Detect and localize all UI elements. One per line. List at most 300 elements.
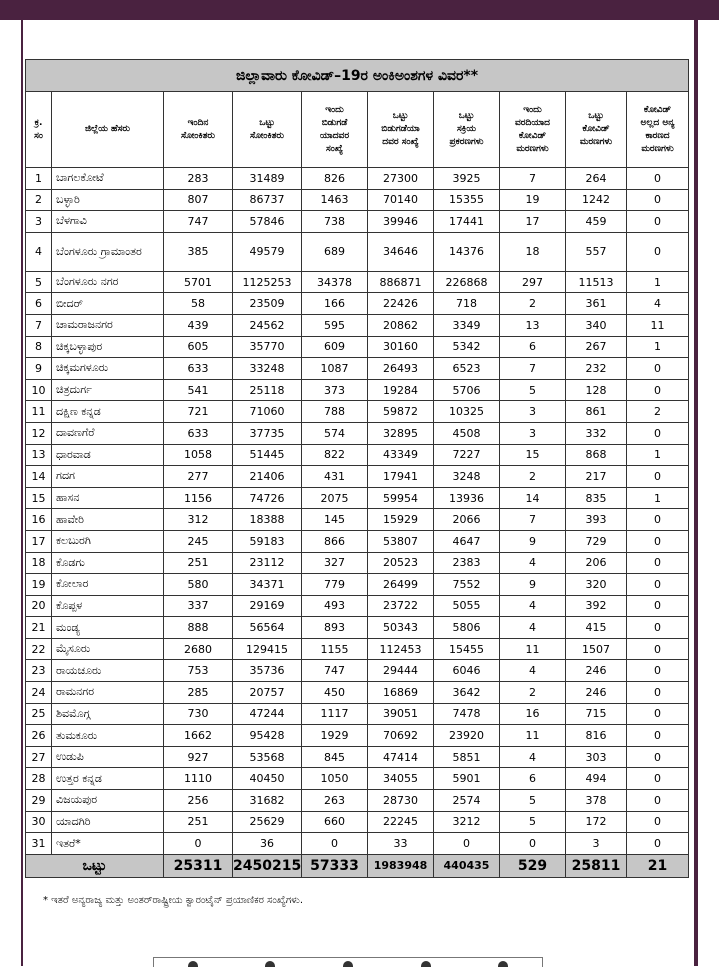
data-cell: 21406 [233, 466, 302, 488]
row-number: 17 [26, 530, 52, 552]
data-cell: 25118 [233, 379, 302, 401]
data-cell: 25629 [233, 811, 302, 833]
data-cell: 2 [500, 293, 566, 315]
row-number: 13 [26, 444, 52, 466]
data-cell: 3 [500, 422, 566, 444]
total-cell: 440435 [434, 854, 500, 877]
total-cell: 529 [500, 854, 566, 877]
data-cell: 378 [566, 790, 627, 812]
data-cell: 729 [566, 530, 627, 552]
data-cell: 3248 [434, 466, 500, 488]
data-cell: 689 [302, 232, 368, 271]
data-cell: 450 [302, 682, 368, 704]
table-row [26, 232, 689, 271]
data-cell: 13936 [434, 487, 500, 509]
data-cell: 53807 [368, 530, 434, 552]
row-number: 9 [26, 358, 52, 380]
data-cell: 9 [500, 574, 566, 596]
data-cell: 361 [566, 293, 627, 315]
data-cell: 0 [627, 211, 689, 233]
data-cell: 20862 [368, 314, 434, 336]
data-cell: 22426 [368, 293, 434, 315]
data-cell: 888 [164, 617, 233, 639]
table-row [26, 271, 689, 293]
district-name: ತುಮಕೂರು [52, 725, 164, 747]
data-cell: 29169 [233, 595, 302, 617]
data-cell: 20523 [368, 552, 434, 574]
data-cell: 39051 [368, 703, 434, 725]
data-cell: 1 [627, 271, 689, 293]
data-cell: 861 [566, 401, 627, 423]
data-cell: 47414 [368, 746, 434, 768]
data-cell: 31489 [233, 168, 302, 190]
data-cell: 34646 [368, 232, 434, 271]
data-cell: 27300 [368, 168, 434, 190]
table-row [26, 466, 689, 488]
data-cell: 393 [566, 509, 627, 531]
data-cell: 0 [627, 638, 689, 660]
data-cell: 0 [627, 574, 689, 596]
district-name: ಕೊಪ್ಪಳ [52, 595, 164, 617]
row-number: 21 [26, 617, 52, 639]
total-cell: 57333 [302, 854, 368, 877]
table-row [26, 746, 689, 768]
data-cell: 23112 [233, 552, 302, 574]
data-cell: 13 [500, 314, 566, 336]
data-cell: 5851 [434, 746, 500, 768]
district-name: ಹಾಸನ [52, 487, 164, 509]
header-total-deaths: ಒಟ್ಟು ಕೋವಿಡ್ ಮರಣಗಳು [566, 92, 627, 168]
data-cell: 70140 [368, 189, 434, 211]
row-number: 1 [26, 168, 52, 190]
data-cell: 3 [566, 833, 627, 855]
data-cell: 1156 [164, 487, 233, 509]
data-cell: 6 [500, 768, 566, 790]
data-cell: 1117 [302, 703, 368, 725]
data-cell: 2680 [164, 638, 233, 660]
logo-icon [498, 961, 508, 967]
district-name: ಗದಗ [52, 466, 164, 488]
data-cell: 70692 [368, 725, 434, 747]
header-district: ಜಿಲ್ಲೆಯ ಹೆಸರು [52, 92, 164, 168]
data-cell: 129415 [233, 638, 302, 660]
data-cell: 730 [164, 703, 233, 725]
data-cell: 283 [164, 168, 233, 190]
data-cell: 71060 [233, 401, 302, 423]
data-cell: 58 [164, 293, 233, 315]
top-border [0, 0, 719, 20]
data-cell: 0 [627, 682, 689, 704]
data-cell: 5342 [434, 336, 500, 358]
row-number: 7 [26, 314, 52, 336]
district-name: ಕೊಡಗು [52, 552, 164, 574]
data-cell: 16 [500, 703, 566, 725]
data-cell: 747 [164, 211, 233, 233]
data-cell: 633 [164, 422, 233, 444]
data-cell: 893 [302, 617, 368, 639]
data-cell: 0 [627, 617, 689, 639]
frame-right [694, 20, 698, 966]
data-cell: 14376 [434, 232, 500, 271]
district-name: ಮೈಸೂರು [52, 638, 164, 660]
data-cell: 4 [500, 595, 566, 617]
data-cell: 595 [302, 314, 368, 336]
header-active: ಒಟ್ಟು ಸಕ್ರಿಯ ಪ್ರಕರಣಗಳು [434, 92, 500, 168]
data-cell: 19284 [368, 379, 434, 401]
data-cell: 0 [627, 552, 689, 574]
header-today-positive: ಇಂದಿನ ಸೋಂಕಿತರು [164, 92, 233, 168]
row-number: 19 [26, 574, 52, 596]
data-cell: 1155 [302, 638, 368, 660]
row-number: 3 [26, 211, 52, 233]
data-cell: 5806 [434, 617, 500, 639]
row-number: 5 [26, 271, 52, 293]
district-name: ಕಲಬುರಗಿ [52, 530, 164, 552]
total-cell: 1983948 [368, 854, 434, 877]
district-name: ಬೆಂಗಳೂರು ಗ್ರಾಮಾಂತರ [52, 232, 164, 271]
data-cell: 35770 [233, 336, 302, 358]
data-cell: 297 [500, 271, 566, 293]
row-number: 30 [26, 811, 52, 833]
row-number: 8 [26, 336, 52, 358]
district-name: ದಾವಣಗೆರೆ [52, 422, 164, 444]
data-cell: 1 [627, 336, 689, 358]
district-name: ಚಿಕ್ಕಬಳ್ಳಾಪುರ [52, 336, 164, 358]
row-number: 27 [26, 746, 52, 768]
data-cell: 866 [302, 530, 368, 552]
data-cell: 753 [164, 660, 233, 682]
data-cell: 6 [500, 336, 566, 358]
district-name: ಧಾರವಾಡ [52, 444, 164, 466]
data-cell: 3212 [434, 811, 500, 833]
data-cell: 459 [566, 211, 627, 233]
data-cell: 59872 [368, 401, 434, 423]
row-number: 10 [26, 379, 52, 401]
table-row [26, 168, 689, 190]
table-body [26, 168, 689, 855]
data-cell: 392 [566, 595, 627, 617]
data-cell: 263 [302, 790, 368, 812]
data-cell: 303 [566, 746, 627, 768]
data-cell: 51445 [233, 444, 302, 466]
data-cell: 835 [566, 487, 627, 509]
data-cell: 0 [500, 833, 566, 855]
data-cell: 4 [500, 746, 566, 768]
data-cell: 15 [500, 444, 566, 466]
row-number: 16 [26, 509, 52, 531]
data-cell: 20757 [233, 682, 302, 704]
data-cell: 4 [627, 293, 689, 315]
data-cell: 822 [302, 444, 368, 466]
district-name: ವಿಜಯಪುರ [52, 790, 164, 812]
row-number: 24 [26, 682, 52, 704]
data-cell: 494 [566, 768, 627, 790]
row-number: 18 [26, 552, 52, 574]
data-cell: 11 [500, 725, 566, 747]
data-cell: 5901 [434, 768, 500, 790]
table-row [26, 833, 689, 855]
data-cell: 5 [500, 811, 566, 833]
data-cell: 660 [302, 811, 368, 833]
data-cell: 788 [302, 401, 368, 423]
data-cell: 385 [164, 232, 233, 271]
data-cell: 28730 [368, 790, 434, 812]
row-number: 22 [26, 638, 52, 660]
district-name: ಮಂಡ್ಯ [52, 617, 164, 639]
frame-left [21, 20, 23, 966]
data-cell: 747 [302, 660, 368, 682]
data-cell: 18 [500, 232, 566, 271]
data-cell: 5 [500, 379, 566, 401]
data-cell: 415 [566, 617, 627, 639]
district-name: ಶಿವಮೊಗ್ಗ [52, 703, 164, 725]
table-row [26, 509, 689, 531]
data-cell: 0 [627, 509, 689, 531]
data-cell: 340 [566, 314, 627, 336]
data-cell: 845 [302, 746, 368, 768]
data-cell: 0 [434, 833, 500, 855]
data-cell: 33 [368, 833, 434, 855]
row-number: 6 [26, 293, 52, 315]
total-cell: 25811 [566, 854, 627, 877]
district-name: ಚಾಮರಾಜನಗರ [52, 314, 164, 336]
data-cell: 4 [500, 617, 566, 639]
data-cell: 609 [302, 336, 368, 358]
data-cell: 251 [164, 552, 233, 574]
row-number: 29 [26, 790, 52, 812]
data-cell: 17941 [368, 466, 434, 488]
data-cell: 18388 [233, 509, 302, 531]
data-cell: 226868 [434, 271, 500, 293]
data-cell: 15355 [434, 189, 500, 211]
data-cell: 6046 [434, 660, 500, 682]
data-cell: 24562 [233, 314, 302, 336]
table-row [26, 211, 689, 233]
data-cell: 7227 [434, 444, 500, 466]
row-number: 26 [26, 725, 52, 747]
data-cell: 95428 [233, 725, 302, 747]
district-name: ಬೆಳಗಾವಿ [52, 211, 164, 233]
data-cell: 373 [302, 379, 368, 401]
data-cell: 4 [500, 660, 566, 682]
data-cell: 868 [566, 444, 627, 466]
total-label: ಒಟ್ಟು [26, 854, 164, 877]
data-cell: 1 [627, 444, 689, 466]
data-cell: 431 [302, 466, 368, 488]
data-cell: 0 [627, 768, 689, 790]
data-cell: 1242 [566, 189, 627, 211]
data-cell: 580 [164, 574, 233, 596]
data-cell: 5701 [164, 271, 233, 293]
data-cell: 26499 [368, 574, 434, 596]
table-row [26, 682, 689, 704]
data-cell: 47244 [233, 703, 302, 725]
data-cell: 34055 [368, 768, 434, 790]
data-cell: 285 [164, 682, 233, 704]
data-cell: 826 [302, 168, 368, 190]
data-cell: 0 [627, 358, 689, 380]
data-cell: 327 [302, 552, 368, 574]
table-row [26, 703, 689, 725]
data-cell: 0 [627, 189, 689, 211]
data-cell: 5 [500, 790, 566, 812]
data-cell: 40450 [233, 768, 302, 790]
data-cell: 1058 [164, 444, 233, 466]
data-cell: 2 [500, 466, 566, 488]
data-cell: 332 [566, 422, 627, 444]
data-cell: 34378 [302, 271, 368, 293]
data-cell: 0 [627, 466, 689, 488]
data-cell: 57846 [233, 211, 302, 233]
district-name: ಬೀದರ್ [52, 293, 164, 315]
data-cell: 37735 [233, 422, 302, 444]
data-cell: 232 [566, 358, 627, 380]
data-cell: 256 [164, 790, 233, 812]
data-cell: 7552 [434, 574, 500, 596]
header-other-deaths: ಕೋವಿಡ್ ಅಲ್ಲದ ಅನ್ಯ ಕಾರಣದ ಮರಣಗಳು [627, 92, 689, 168]
data-cell: 264 [566, 168, 627, 190]
data-cell: 11 [627, 314, 689, 336]
district-name: ಉಡುಪಿ [52, 746, 164, 768]
data-cell: 15929 [368, 509, 434, 531]
district-name: ಇತರೆ* [52, 833, 164, 855]
data-cell: 605 [164, 336, 233, 358]
row-number: 23 [26, 660, 52, 682]
data-cell: 4 [500, 552, 566, 574]
data-cell: 36 [233, 833, 302, 855]
data-cell: 11 [500, 638, 566, 660]
data-cell: 3 [500, 401, 566, 423]
data-cell: 33248 [233, 358, 302, 380]
header-total-positive: ಒಟ್ಟು ಸೋಂಕಿತರು [233, 92, 302, 168]
data-cell: 34371 [233, 574, 302, 596]
district-name: ಬಳ್ಳಾರಿ [52, 189, 164, 211]
header-today-deaths: ಇಂದು ವರದಿಯಾದ ಕೋವಿಡ್ ಮರಣಗಳು [500, 92, 566, 168]
data-cell: 11513 [566, 271, 627, 293]
data-cell: 206 [566, 552, 627, 574]
data-cell: 1050 [302, 768, 368, 790]
data-cell: 0 [164, 833, 233, 855]
data-cell: 1463 [302, 189, 368, 211]
total-cell: 21 [627, 854, 689, 877]
data-cell: 2066 [434, 509, 500, 531]
row-number: 20 [26, 595, 52, 617]
table-title: ಜಿಲ್ಲಾವಾರು ಕೋವಿಡ್–19ರ ಅಂಕಿಅಂಶಗಳ ವಿವರ** [26, 60, 689, 92]
data-cell: 0 [627, 530, 689, 552]
data-cell: 246 [566, 660, 627, 682]
data-cell: 337 [164, 595, 233, 617]
data-cell: 10325 [434, 401, 500, 423]
table-row [26, 401, 689, 423]
data-cell: 779 [302, 574, 368, 596]
district-name: ರಾಯಚೂರು [52, 660, 164, 682]
data-cell: 43349 [368, 444, 434, 466]
row-number: 15 [26, 487, 52, 509]
data-cell: 1125253 [233, 271, 302, 293]
total-cell: 25311 [164, 854, 233, 877]
data-cell: 6523 [434, 358, 500, 380]
data-cell: 245 [164, 530, 233, 552]
row-number: 2 [26, 189, 52, 211]
data-cell: 17 [500, 211, 566, 233]
data-cell: 738 [302, 211, 368, 233]
data-cell: 9 [500, 530, 566, 552]
district-name: ಯಾದಗಿರಿ [52, 811, 164, 833]
data-cell: 816 [566, 725, 627, 747]
data-cell: 312 [164, 509, 233, 531]
data-cell: 5055 [434, 595, 500, 617]
logo-icon [265, 961, 275, 967]
data-cell: 1662 [164, 725, 233, 747]
data-cell: 50343 [368, 617, 434, 639]
table-row [26, 358, 689, 380]
data-cell: 0 [627, 833, 689, 855]
data-cell: 39946 [368, 211, 434, 233]
footnote: * ಇತರೆ ಅನ್ಯರಾಜ್ಯ ಮತ್ತು ಅಂತರ್‌ರಾಷ್ಟ್ರೀಯ ಕ್ವಾರಂಟೈನ್ ಪ್ರಯಾಣಿಕರ ಸಂಖ್ಯೆಗಳು. [43, 895, 304, 906]
total-row [26, 854, 689, 877]
district-name: ರಾಮನಗರ [52, 682, 164, 704]
row-number: 25 [26, 703, 52, 725]
data-cell: 23722 [368, 595, 434, 617]
data-cell: 3349 [434, 314, 500, 336]
data-cell: 2383 [434, 552, 500, 574]
logo-icon [188, 961, 198, 967]
data-cell: 166 [302, 293, 368, 315]
data-cell: 56564 [233, 617, 302, 639]
data-cell: 7 [500, 509, 566, 531]
data-cell: 74726 [233, 487, 302, 509]
district-name: ಬೆಂಗಳೂರು ನಗರ [52, 271, 164, 293]
data-cell: 5706 [434, 379, 500, 401]
table-row [26, 617, 689, 639]
data-cell: 16869 [368, 682, 434, 704]
data-cell: 2574 [434, 790, 500, 812]
header-today-discharged: ಇಂದು ಬಿಡುಗಡೆ ಯಾದವರ ಸಂಖ್ಯೆ [302, 92, 368, 168]
covid-district-table [25, 59, 689, 878]
row-number: 28 [26, 768, 52, 790]
district-name: ಚಿತ್ರದುರ್ಗ [52, 379, 164, 401]
table-row [26, 638, 689, 660]
logo-icon [343, 961, 353, 967]
district-name: ಚಿಕ್ಕಮಗಳೂರು [52, 358, 164, 380]
data-cell: 1507 [566, 638, 627, 660]
data-cell: 251 [164, 811, 233, 833]
data-cell: 59954 [368, 487, 434, 509]
data-cell: 439 [164, 314, 233, 336]
data-cell: 0 [627, 746, 689, 768]
table-row [26, 336, 689, 358]
data-cell: 0 [627, 703, 689, 725]
data-cell: 0 [302, 833, 368, 855]
data-cell: 807 [164, 189, 233, 211]
data-cell: 1087 [302, 358, 368, 380]
data-cell: 35736 [233, 660, 302, 682]
table-row [26, 293, 689, 315]
data-cell: 49579 [233, 232, 302, 271]
data-cell: 29444 [368, 660, 434, 682]
table-row [26, 422, 689, 444]
data-cell: 26493 [368, 358, 434, 380]
district-name: ದಕ್ಷಿಣ ಕನ್ನಡ [52, 401, 164, 423]
row-number: 12 [26, 422, 52, 444]
header-total-discharged: ಒಟ್ಟು ಬಿಡುಗಡೆಯಾ ದವರ ಸಂಖ್ಯೆ [368, 92, 434, 168]
total-cell: 2450215 [233, 854, 302, 877]
table-row [26, 530, 689, 552]
table-row [26, 595, 689, 617]
logo-icon [421, 961, 431, 967]
data-cell: 1110 [164, 768, 233, 790]
table-row [26, 811, 689, 833]
